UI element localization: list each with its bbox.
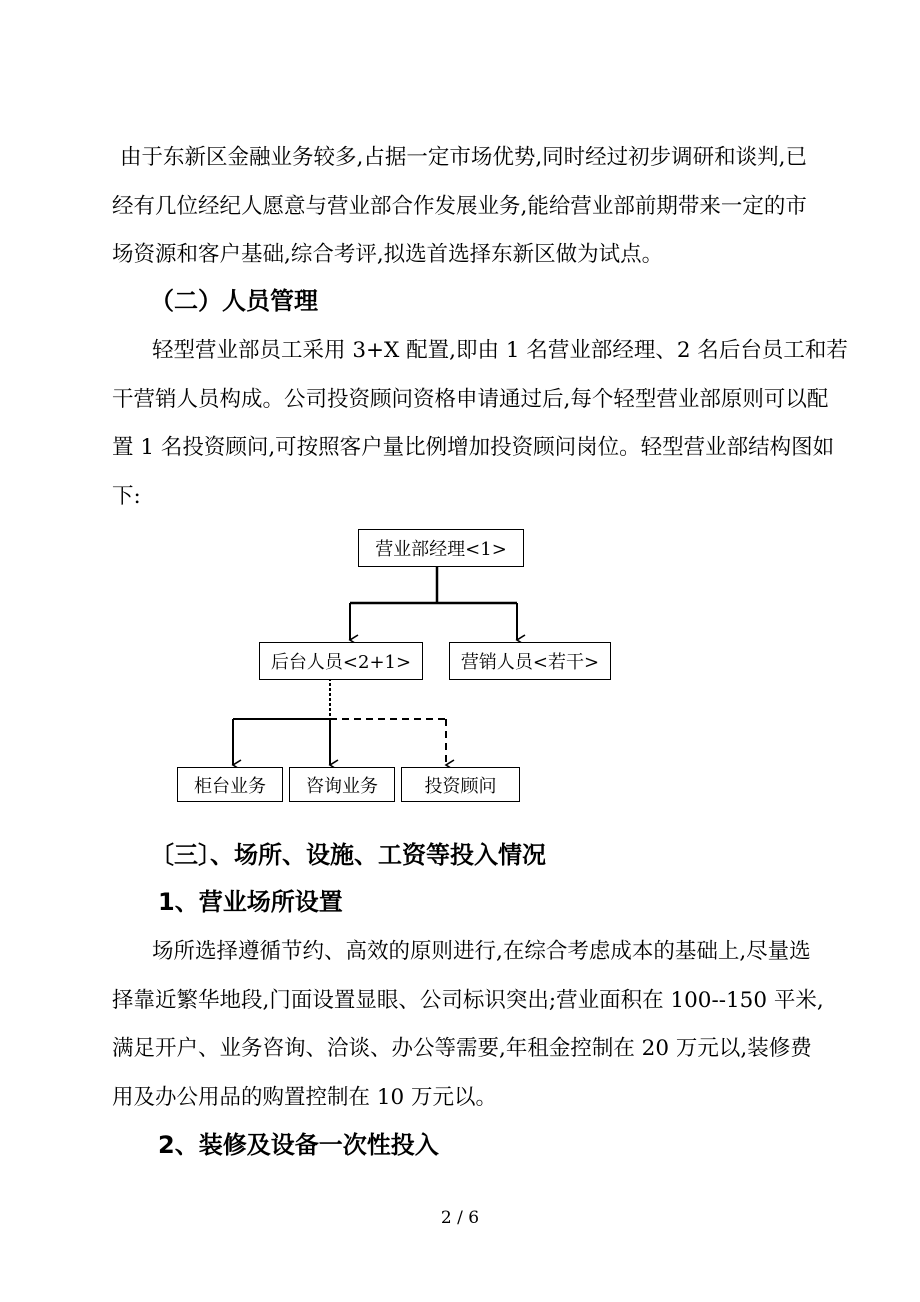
org-box-consulting: 咨询业务 [289, 767, 395, 802]
org-box-counter: 柜台业务 [177, 767, 283, 802]
heading-personnel-management: （二）人员管理 [150, 287, 318, 315]
paragraph-2-line-2: 干营销人员构成。公司投资顾问资格申请通过后,每个轻型营业部原则可以配 [112, 387, 829, 412]
paragraph-3-line-4: 用及办公用品的购置控制在 10 万元以。 [112, 1085, 498, 1110]
paragraph-1-line-2: 经有几位经纪人愿意与营业部合作发展业务,能给营业部前期带来一定的市 [112, 194, 807, 219]
paragraph-3-line-1: 场所选择遵循节约、高效的原则进行,在综合考虑成本的基础上,尽量选 [152, 939, 811, 964]
paragraph-3-line-3: 满足开户、业务咨询、洽谈、办公等需要,年租金控制在 20 万元以,装修费 [112, 1036, 812, 1061]
org-box-marketing: 营销人员<若干> [449, 642, 611, 680]
heading-investment: 〔三〕、场所、设施、工资等投入情况 [150, 841, 546, 869]
org-box-manager: 营业部经理<1> [358, 529, 524, 567]
heading-decoration-equipment: 2、装修及设备一次性投入 [158, 1131, 439, 1159]
paragraph-3-line-2: 择靠近繁华地段,门面设置显眼、公司标识突出;营业面积在 100--150 平米, [112, 988, 824, 1013]
paragraph-2-line-3: 置 1 名投资顾问,可按照客户量比例增加投资顾问岗位。轻型营业部结构图如 [112, 435, 835, 460]
paragraph-1-line-3: 场资源和客户基础,综合考评,拟选首选择东新区做为试点。 [112, 242, 664, 267]
heading-site-setup: 1、营业场所设置 [158, 888, 343, 916]
org-box-backoffice: 后台人员<2+1> [259, 642, 423, 680]
paragraph-2-line-4: 下: [112, 484, 141, 509]
paragraph-1-line-1: 由于东新区金融业务较多,占据一定市场优势,同时经过初步调研和谈判,已 [120, 145, 808, 170]
paragraph-2-line-1: 轻型营业部员工采用 3+X 配置,即由 1 名营业部经理、2 名后台员工和若 [152, 338, 848, 363]
page-number: 2 / 6 [440, 1208, 480, 1228]
org-box-advisor: 投资顾问 [401, 767, 520, 802]
